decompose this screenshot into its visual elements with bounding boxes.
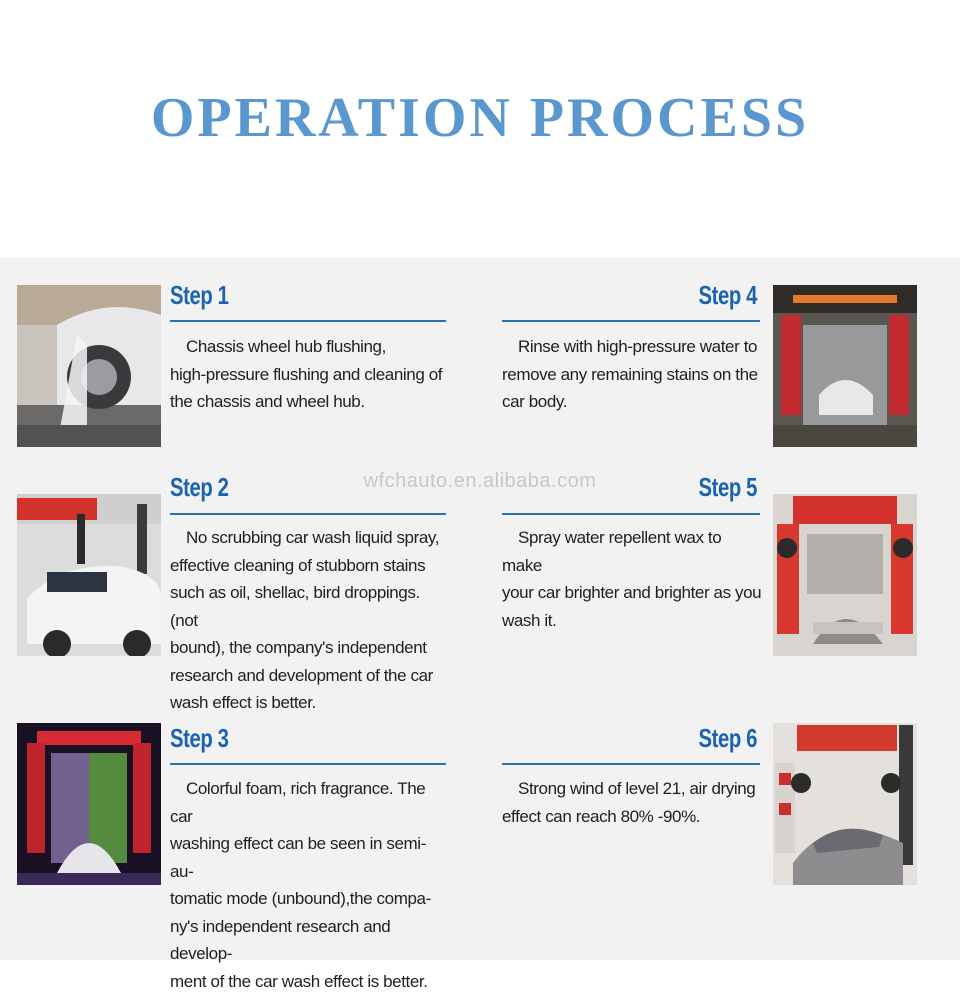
step-3-description: Colorful foam, rich fragrance. The car washing effect can be seen in semi-au- tomatic mode (unbound),the compa- ny's independent research and develop- ment of the car wash effect is better. — [170, 779, 431, 991]
step-5-description: Spray water repellent wax to make your car brighter and brighter as you wash it. — [502, 528, 762, 630]
air-drying-photo — [773, 723, 917, 885]
step-1-title: Step 1 — [170, 280, 229, 310]
step-3-rule — [170, 763, 446, 765]
step-1-description: Chassis wheel hub flushing, high-pressure flushing and cleaning of the chassis and wheel hub. — [170, 337, 443, 411]
step-6-description: Strong wind of level 21, air drying effect can reach 80% -90%. — [502, 779, 756, 826]
step-5-rule — [502, 513, 760, 515]
colorful-foam-photo — [17, 723, 161, 885]
liquid-spray-photo — [17, 494, 161, 656]
step-6-rule — [502, 763, 760, 765]
step-4-rule — [502, 320, 760, 322]
page-title: OPERATION PROCESS — [150, 87, 810, 149]
step-2-description: No scrubbing car wash liquid spray, effective cleaning of stubborn stains such as oil, shellac, bird droppings. (not bound), the company's independent research and development of the car wash effect is better. — [170, 528, 440, 712]
step-4-title: Step 4 — [698, 280, 757, 310]
water-repellent-wax-photo — [773, 494, 917, 656]
step-6-title: Step 6 — [698, 723, 757, 753]
step-2-title: Step 2 — [170, 472, 229, 502]
header — [0, 0, 960, 258]
watermark-text: wfchauto.en.alibaba.com — [363, 470, 597, 492]
chassis-wheel-flushing-photo — [17, 285, 161, 447]
high-pressure-rinse-photo — [773, 285, 917, 447]
step-5-title: Step 5 — [698, 472, 757, 502]
step-3-title: Step 3 — [170, 723, 229, 753]
step-4-description: Rinse with high-pressure water to remove any remaining stains on the car body. — [502, 337, 758, 411]
step-1-rule — [170, 320, 446, 322]
step-2-rule — [170, 513, 446, 515]
